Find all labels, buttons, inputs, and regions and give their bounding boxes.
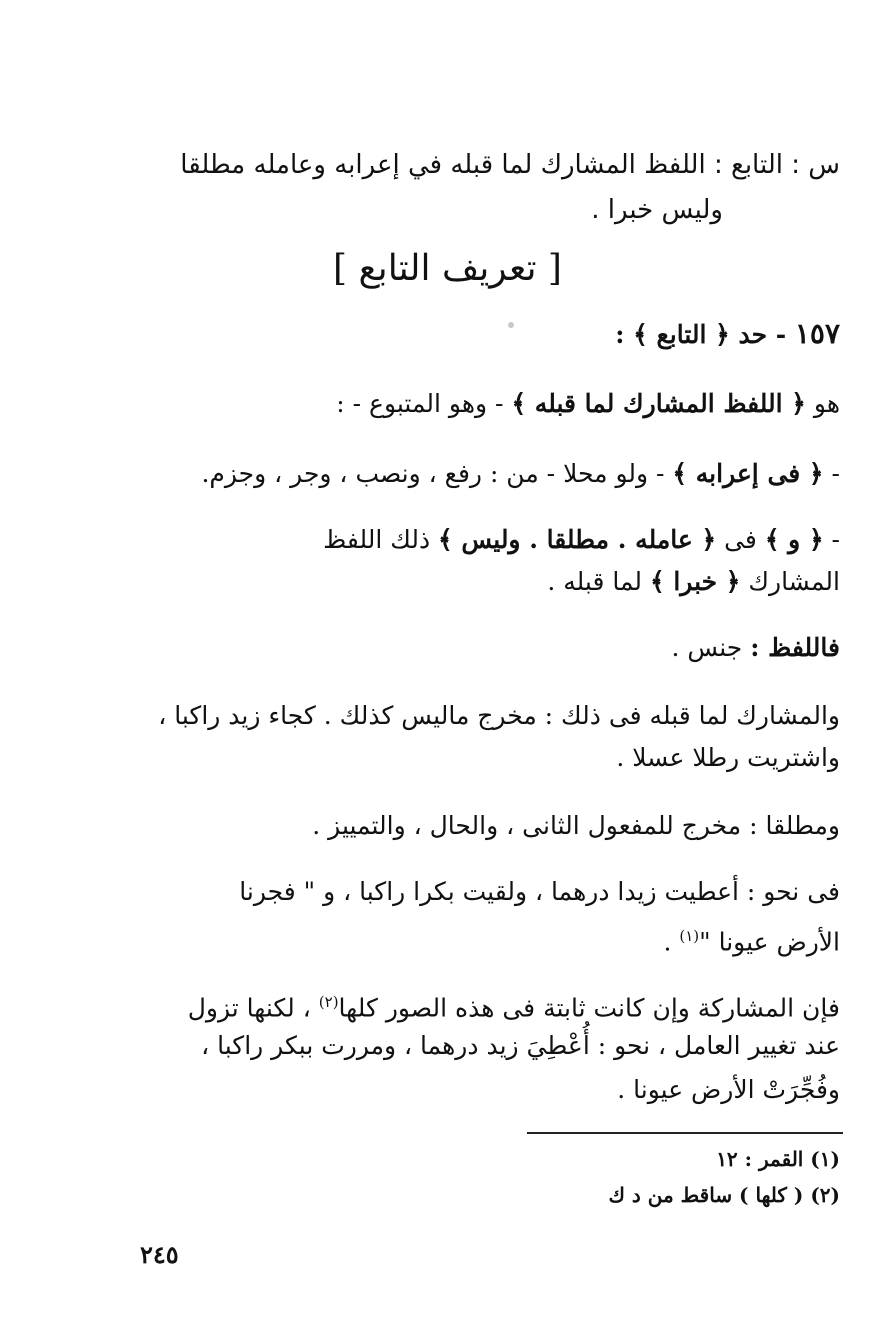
p2-text-b: - ولو محلا - من : رفع ، ونصب ، وجر ، وجزم.: [201, 459, 673, 488]
entry-number: ١٥٧: [794, 317, 840, 350]
p3-text-c: ذلك اللفظ: [323, 525, 439, 554]
paragraph-7-line-2: [55, 916, 840, 962]
paragraph-3-line-1: [55, 520, 840, 560]
p1-text-a: هو: [805, 389, 840, 418]
p2-bold: ﴿ فى إعرابه ﴾: [672, 459, 824, 488]
paragraph-4: [55, 628, 840, 668]
paragraph-1: [55, 384, 840, 424]
p3-bold-1: ﴿ و ﴾: [764, 525, 824, 554]
paragraph-8-line-2: عند تغيير العامل ، نحو : أُعْطِيَ زيد درهما ، ومررت ببكر راكبا ،: [201, 1031, 840, 1060]
paragraph-2: [55, 454, 840, 494]
paragraph-3-line-2: [55, 562, 840, 602]
footnote-ref-2[interactable]: (٢): [318, 993, 339, 1011]
p3-l2-text-b: لما قبله .: [547, 567, 650, 596]
p4-bold: فاللفظ :: [750, 633, 840, 662]
p1-bold: ﴿ اللفظ المشارك لما قبله ﴾: [511, 389, 806, 418]
p3-l2-text-a: المشارك: [740, 567, 840, 596]
p7-text-b: .: [663, 927, 680, 957]
p3-l2-bold: ﴿ خبرا ﴾: [649, 567, 741, 596]
question-line-2: وليس خبرا .: [591, 195, 723, 225]
p4-text: جنس .: [671, 633, 751, 662]
p8-text-b: ، لكنها تزول: [187, 993, 319, 1023]
entry-heading: [55, 314, 840, 355]
p2-text-a: -: [823, 459, 840, 488]
paragraph-6: ومطلقا : مخرج للمفعول الثانى ، والحال ، والتمييز .: [312, 811, 840, 840]
p3-bold-2: ﴿ عامله . مطلقا . وليس ﴾: [438, 525, 717, 554]
paragraph-7-line-1: فى نحو : أعطيت زيدا درهما ، ولقيت بكرا راكبا ، و " فجرنا: [239, 877, 840, 906]
p3-text-b: فى: [716, 525, 765, 554]
paragraph-5-line-1: والمشارك لما قبله فى ذلك : مخرج ماليس كذلك . كجاء زيد راكبا ،: [158, 701, 840, 730]
paragraph-8-line-1: [55, 982, 840, 1028]
question-line-1: س : التابع : اللفظ المشارك لما قبله في إعرابه وعامله مطلقا: [180, 150, 840, 180]
p1-text-b: - وهو المتبوع - :: [336, 389, 512, 418]
p8-text-a: فإن المشاركة وإن كانت ثابتة فى هذه الصور كلها: [338, 993, 840, 1023]
paragraph-8-line-3: وفُجِّرَتْ الأرض عيونا .: [617, 1075, 840, 1104]
entry-heading-text: - حد ﴿ التابع ﴾ :: [615, 320, 795, 349]
footnote-1: (١) القمر : ١٢: [716, 1147, 840, 1171]
p3-text-a: -: [823, 525, 840, 554]
p7-text-a: الأرض عيونا ": [699, 927, 840, 957]
page-number: ٢٤٥: [140, 1240, 179, 1269]
paragraph-5-line-2: واشتريت رطلا عسلا .: [616, 743, 840, 772]
section-title: [ تعريف التابع ]: [333, 248, 562, 289]
footnote-divider: [527, 1132, 843, 1134]
footnote-2: (٢) ( كلها ) ساقط من د ك: [608, 1183, 840, 1207]
footnote-ref-1[interactable]: (١): [679, 927, 700, 945]
